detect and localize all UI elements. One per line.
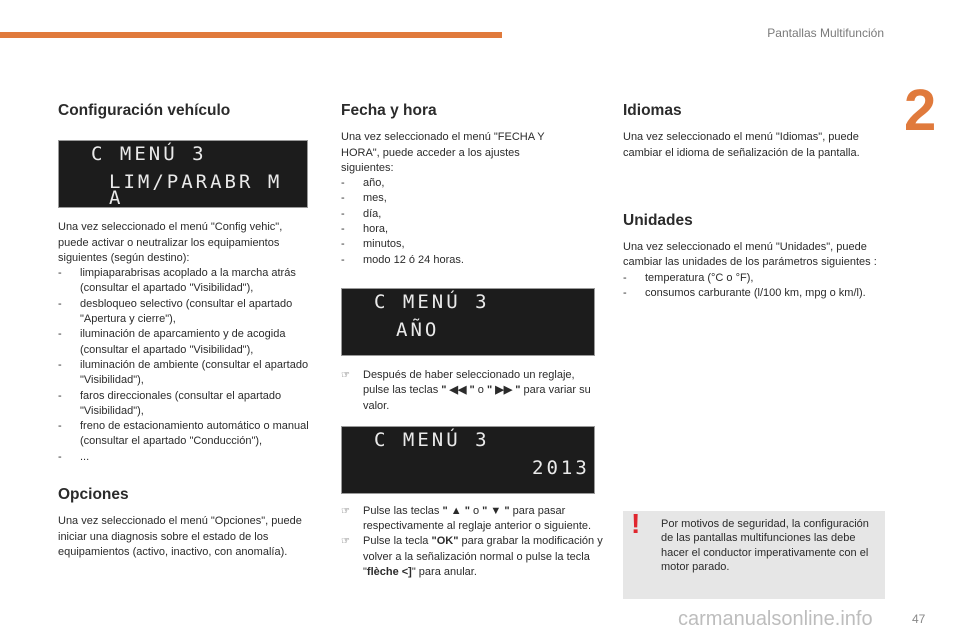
- list-item: - minutos,: [341, 237, 603, 252]
- key-right: " ▶▶ ": [486, 384, 521, 397]
- list-item: - desbloqueo selectivo (consultar el apartado "Apertura y cierre"),: [58, 297, 314, 328]
- list-item: - ...: [58, 450, 314, 465]
- tip-text: o: [474, 384, 487, 397]
- screen-line-value: AÑO: [396, 318, 440, 341]
- key-ok: "OK": [431, 535, 459, 548]
- list-item: - mes,: [341, 191, 603, 206]
- tip-text: Después de haber seleccionado un reglaje, pulse las teclas: [363, 368, 575, 397]
- list-item: - freno de estacionamiento automático o manual (consultar el apartado "Conducción"),: [58, 419, 314, 450]
- display-screen-year: [341, 288, 595, 356]
- column-date-time: [341, 103, 603, 580]
- tip-text: Pulse las teclas: [363, 504, 443, 517]
- languages-text: Una vez seleccionado el menú "Idiomas", puede cambiar el idioma de señalización de la pantalla.: [623, 131, 860, 159]
- tip-text: " para anular.: [411, 566, 477, 579]
- section-title-options: Opciones: [58, 486, 129, 504]
- display-screen-2013: [341, 426, 595, 494]
- section-title-config: Configuración vehículo: [58, 102, 231, 119]
- tip-adjust: [341, 368, 603, 414]
- tip-text: Pulse la tecla: [363, 535, 432, 548]
- hand-pointer-icon: ☞: [341, 536, 350, 548]
- list-item: - hora,: [341, 222, 603, 237]
- warning-text: Por motivos de seguridad, la configuración de las pantallas multifunciones las debe hacer el conductor imperativamente con el motor parado.: [661, 518, 869, 573]
- units-intro: Una vez seleccionado el menú "Unidades", puede cambiar las unidades de los parámetros siguientes :: [623, 241, 877, 269]
- safety-warning-box: [623, 508, 885, 599]
- tip-text: o: [469, 504, 483, 517]
- section-title-languages: Idiomas: [623, 102, 682, 119]
- tip-navigate: [341, 504, 603, 535]
- list-item: - día,: [341, 207, 603, 222]
- tip-text: para variar su valor.: [363, 384, 591, 412]
- page-number: 47: [912, 612, 926, 626]
- config-intro: Una vez seleccionado el menú "Config vehic", puede activar o neutralizar los equipamientos siguientes (según destino):: [58, 221, 283, 264]
- column-vehicle-config: [58, 103, 314, 560]
- screen-line-menu: C MENÚ 3: [374, 428, 490, 451]
- screen-line-value: LIM/PARABR M A: [109, 171, 283, 209]
- section-title-units: Unidades: [623, 211, 693, 229]
- display-screen-config: [58, 140, 308, 208]
- tip-save: [341, 534, 603, 580]
- hand-pointer-icon: ☞: [341, 505, 350, 517]
- key-down: " ▼ ": [482, 504, 510, 517]
- warning-icon: !: [631, 508, 641, 539]
- chapter-number: 2: [904, 78, 937, 143]
- column-languages-units: [623, 103, 885, 301]
- list-item: - modo 12 ó 24 horas.: [341, 253, 603, 268]
- key-back: flèche <]: [366, 566, 412, 579]
- date-list: [341, 176, 603, 268]
- date-intro: Una vez seleccionado el menú "FECHA Y HORA", puede acceder a los ajustes siguientes:: [341, 131, 545, 174]
- page-header-title: Pantallas Multifunción: [767, 26, 884, 40]
- config-list: [58, 266, 314, 465]
- list-item: - iluminación de aparcamiento y de acogida (consultar el apartado "Visibilidad"),: [58, 327, 314, 358]
- options-text: Una vez seleccionado el menú "Opciones", puede iniciar una diagnosis sobre el estado de los equipamientos (activo, inactivo, con anomalía).: [58, 515, 302, 558]
- list-item: - iluminación de ambiente (consultar el apartado "Visibilidad"),: [58, 358, 314, 389]
- list-item: - limpiaparabrisas acoplado a la marcha atrás (consultar el apartado "Visibilidad"),: [58, 266, 314, 297]
- screen-line-menu: C MENÚ 3: [374, 290, 490, 313]
- section-title-date: Fecha y hora: [341, 102, 437, 119]
- units-list: [623, 271, 885, 302]
- header-accent-bar: [0, 32, 502, 38]
- screen-line-value: 2013: [532, 456, 590, 479]
- screen-line-menu: C MENÚ 3: [91, 143, 207, 166]
- list-item: - año,: [341, 176, 603, 191]
- hand-pointer-icon: ☞: [341, 369, 350, 381]
- list-item: - temperatura (°C o °F),: [623, 271, 885, 286]
- list-item: - consumos carburante (l/100 km, mpg o km/l).: [623, 286, 885, 301]
- key-left: " ◀◀ ": [441, 384, 475, 397]
- list-item: - faros direccionales (consultar el apartado "Visibilidad"),: [58, 389, 314, 420]
- tip-text: para grabar la modificación y volver a la señalización normal o pulse la tecla ": [363, 535, 603, 579]
- key-up: " ▲ ": [442, 504, 470, 517]
- tip-text: para pasar respectivamente al reglaje anterior o siguiente.: [363, 504, 592, 533]
- watermark: carmanualsonline.info: [678, 608, 873, 630]
